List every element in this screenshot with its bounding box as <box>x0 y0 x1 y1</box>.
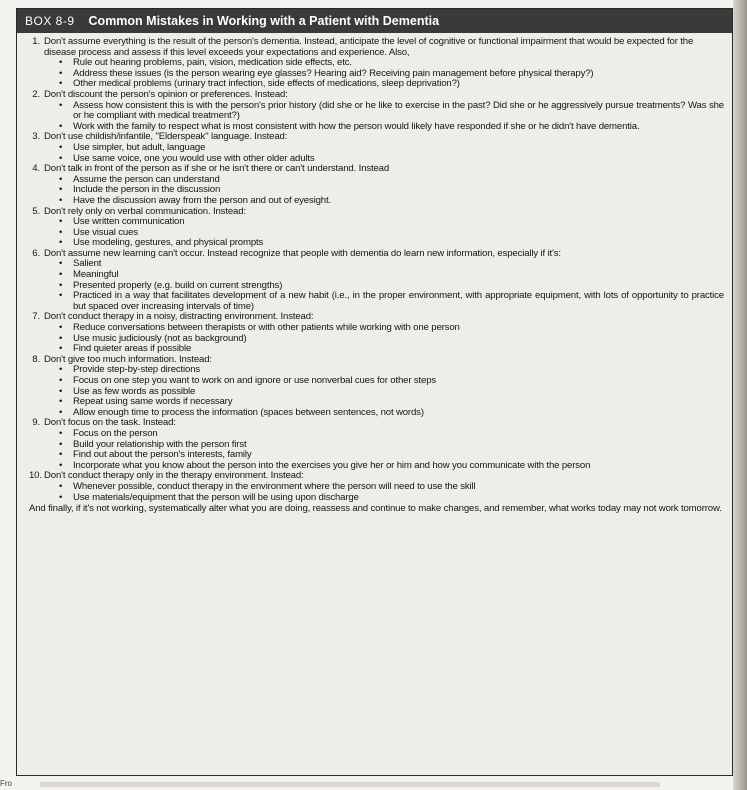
bullet-icon: • <box>59 279 63 291</box>
bullet-icon: • <box>59 480 63 492</box>
bullet-text: Reduce conversations between therapists or with other patients while working with one person <box>73 322 460 334</box>
item-number: 8. <box>32 353 40 365</box>
box-header <box>17 9 732 33</box>
bullet-icon: • <box>59 343 63 355</box>
page-edge-shadow <box>733 0 747 790</box>
bullet-icon: • <box>59 269 63 281</box>
bullet-icon: • <box>59 173 63 185</box>
bullet-item <box>59 482 724 493</box>
bullet-text: Provide step-by-step directions <box>73 364 201 376</box>
bullet-icon: • <box>59 99 63 111</box>
bullet-item <box>59 429 724 440</box>
box-8-9 <box>16 8 733 776</box>
bullet-text: Use same voice, one you would use with other older adults <box>73 152 315 164</box>
bullet-text: Presented properly (e.g. build on current strengths) <box>73 279 283 291</box>
bullet-list <box>59 175 724 207</box>
bullet-list <box>59 429 724 471</box>
bullet-text: Use music judiciously (not as background) <box>73 332 247 344</box>
item-number: 6. <box>32 247 40 259</box>
bullet-icon: • <box>59 438 63 450</box>
bullet-icon: • <box>59 78 63 90</box>
bullet-text: Other medical problems (urinary tract infection, side effects of medications, sleep deprivation?) <box>73 78 460 90</box>
box-label: BOX 8-9 <box>25 14 75 28</box>
footnote-fragment: Fro <box>0 779 12 788</box>
bullet-text: Build your relationship with the person first <box>73 438 247 450</box>
bullet-icon: • <box>59 364 63 376</box>
bullet-text: Focus on the person <box>73 427 158 439</box>
bullet-icon: • <box>59 216 63 228</box>
item-text: Don't focus on the task. Instead: <box>44 417 176 429</box>
bullet-icon: • <box>59 226 63 238</box>
bullet-text: Find quieter areas if possible <box>73 343 192 355</box>
bullet-list <box>59 217 724 249</box>
bullet-item <box>59 101 724 122</box>
item-number: 3. <box>32 131 40 143</box>
bullet-text: Focus on one step you want to work on and ignore or use nonverbal cues for other steps <box>73 375 437 386</box>
item-number: 10. <box>29 470 42 482</box>
bullet-text: Use modeling, gestures, and physical prompts <box>73 237 264 249</box>
bullet-icon: • <box>59 375 63 386</box>
list-item <box>29 37 724 58</box>
bullet-icon: • <box>59 237 63 249</box>
bullet-item <box>59 217 724 228</box>
item-number: 7. <box>32 311 40 323</box>
bullet-text: Allow enough time to process the information (spaces between sentences, not words) <box>73 406 424 418</box>
bullet-text: Salient <box>73 258 102 270</box>
bullet-text: Include the person in the discussion <box>73 184 221 196</box>
bullet-text: Have the discussion away from the person and out of eyesight. <box>73 194 332 206</box>
bullet-text: Meaningful <box>73 269 119 281</box>
bullet-icon: • <box>59 184 63 196</box>
footnote-blurred-text <box>40 782 660 787</box>
item-text: Don't rely only on verbal communication. Instead: <box>44 205 246 217</box>
bullet-text: Use visual cues <box>73 226 138 238</box>
bullet-list <box>59 58 724 90</box>
bullet-text: Assess how consistent this is with the person's prior history (did she or he like to exercise in the past? Did she or he aggressively pursue treatments? Was she or he compliant with medical treatment?) <box>73 99 724 122</box>
bullet-text: Whenever possible, conduct therapy in the environment where the person will need to use the skill <box>73 480 476 492</box>
bullet-icon: • <box>59 258 63 270</box>
item-number: 4. <box>32 163 40 175</box>
bullet-item <box>59 493 724 504</box>
bullet-text: Use written communication <box>73 216 185 228</box>
bullet-text: Use as few words as possible <box>73 385 196 397</box>
bullet-text: Rule out hearing problems, pain, vision, medication side effects, etc. <box>73 57 352 69</box>
item-text: Don't conduct therapy only in the therapy environment. Instead: <box>44 470 304 482</box>
bullet-item <box>59 143 724 154</box>
bullet-text: Repeat using same words if necessary <box>73 396 233 408</box>
bullet-icon: • <box>59 120 63 132</box>
bullet-list <box>59 323 724 355</box>
bullet-text: Assume the person can understand <box>73 173 220 185</box>
item-text: Don't talk in front of the person as if she or he isn't there or can't understand. Instead <box>44 163 390 175</box>
bullet-icon: • <box>59 459 63 471</box>
bullet-text: Use materials/equipment that the person will be using upon discharge <box>73 491 359 503</box>
bullet-item <box>59 376 724 387</box>
bullet-list <box>59 482 724 503</box>
bullet-icon: • <box>59 385 63 397</box>
item-number: 1. <box>32 36 40 47</box>
bullet-icon: • <box>59 449 63 461</box>
item-text: Don't discount the person's opinion or preferences. Instead: <box>44 88 288 100</box>
bullet-text: Incorporate what you know about the person into the exercises you give her or him and how you communicate with the person <box>73 459 591 471</box>
closing-text: And finally, if it's not working, systematically alter what you are doing, reassess and continue to make changes, and remember, what works today may not work tomorrow. <box>29 503 722 515</box>
bullet-icon: • <box>59 194 63 206</box>
bullet-item <box>59 196 724 207</box>
bullet-icon: • <box>59 427 63 439</box>
bullet-item <box>59 291 724 312</box>
item-number: 5. <box>32 205 40 217</box>
item-text: Don't assume new learning can't occur. Instead recognize that people with dementia do learn new information, especially if it's: <box>44 247 561 259</box>
item-text: Don't give too much information. Instead: <box>44 353 212 365</box>
item-text: Don't use childish/infantile, "Elderspeak" language. Instead: <box>44 131 288 143</box>
bullet-text: Find out about the person's interests, family <box>73 449 252 461</box>
bullet-list <box>59 101 724 133</box>
bullet-list <box>59 143 724 164</box>
bullet-icon: • <box>59 141 63 153</box>
bullet-item <box>59 259 724 270</box>
bullet-text: Practiced in a way that facilitates development of a new habit (i.e., in the proper environment, with appropriate equipment, with lots of opportunity to practice but spaced over increasing intervals of time) <box>73 290 724 312</box>
list-item <box>29 90 724 101</box>
bullet-icon: • <box>59 57 63 69</box>
bullet-icon: • <box>59 406 63 418</box>
box-title: Common Mistakes in Working with a Patient with Dementia <box>88 14 440 28</box>
bullet-icon: • <box>59 332 63 344</box>
bullet-icon: • <box>59 491 63 503</box>
bullet-list <box>59 365 724 418</box>
bullet-icon: • <box>59 290 63 302</box>
bullet-icon: • <box>59 152 63 164</box>
box-content <box>17 33 732 515</box>
item-number: 2. <box>32 88 40 100</box>
bullet-text: Work with the family to respect what is most consistent with how the person would likely have responded if she or he didn't have dementia. <box>73 120 640 132</box>
bullet-icon: • <box>59 67 63 79</box>
item-number: 9. <box>32 417 40 429</box>
bullet-icon: • <box>59 396 63 408</box>
bullet-list <box>59 259 724 312</box>
item-text: Don't conduct therapy in a noisy, distracting environment. Instead: <box>44 311 314 323</box>
bullet-text: Use simpler, but adult, language <box>73 141 206 153</box>
list-item <box>29 249 724 260</box>
item-text: Don't assume everything is the result of the person's dementia. Instead, anticipate the level of cognitive or functional impairment that would be expected for the disease process and assess if this level exceeds your expectations and experience. Also, <box>44 36 694 58</box>
bullet-text: Address these issues (is the person wearing eye glasses? Hearing aid? Receiving pain management before physical therapy?) <box>73 67 594 79</box>
bullet-icon: • <box>59 322 63 334</box>
